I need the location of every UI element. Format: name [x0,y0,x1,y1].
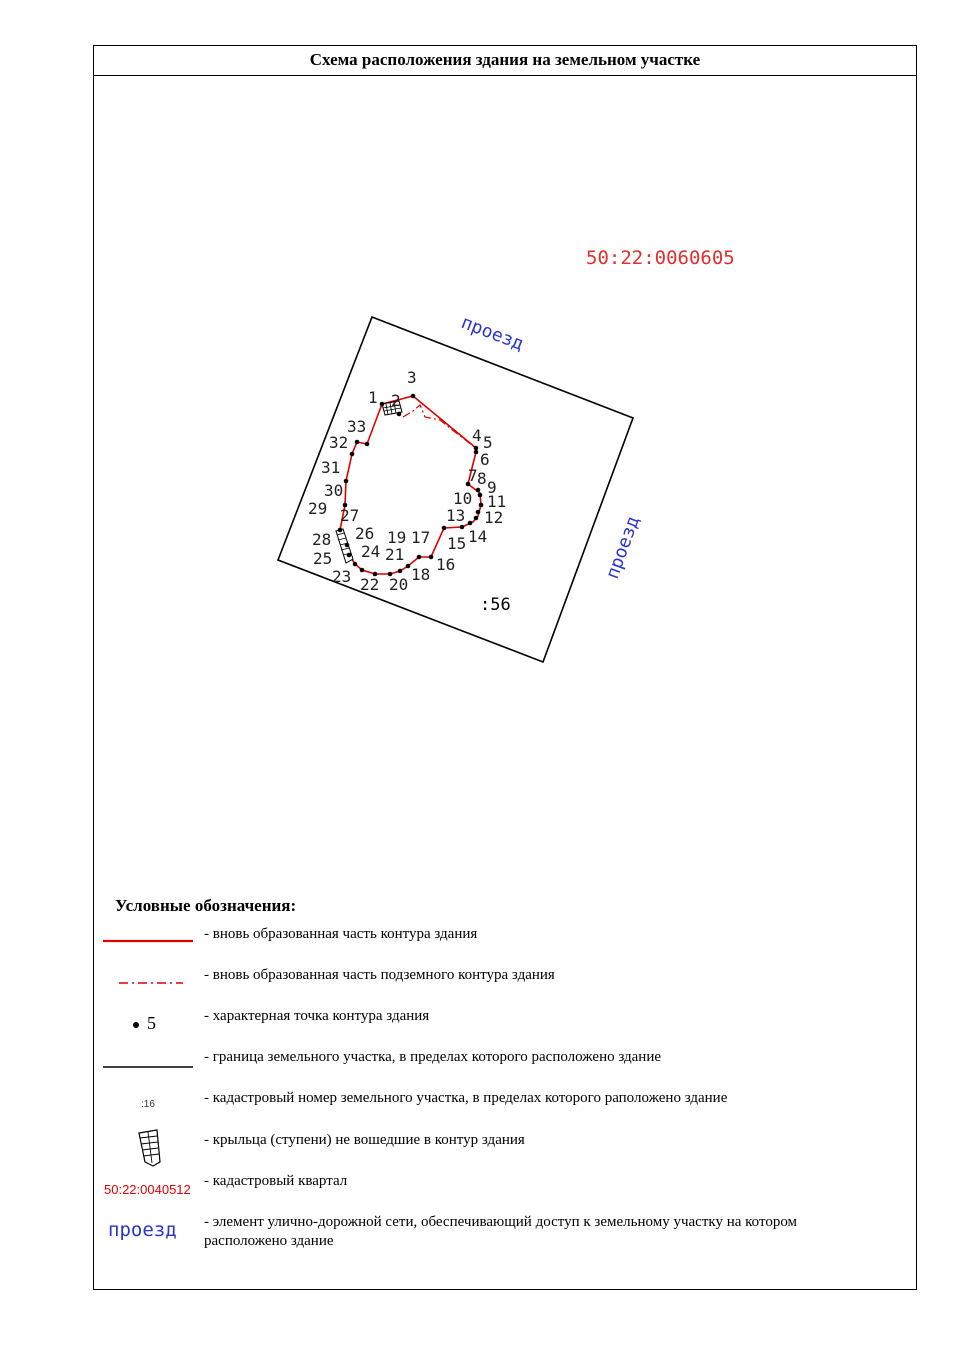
point-label: 26 [355,524,375,543]
contour-point [345,543,350,548]
legend-item-underground: - вновь образованная часть подземного контура здания [204,967,555,983]
point-label: 19 [387,528,407,547]
contour-point [360,568,365,573]
legend-item-parcel-number: - кадастровый номер земельного участка, в пределах которого раположено здание [204,1090,728,1106]
page-title: Схема расположения здания на земельном участке [94,46,916,76]
point-label: 24 [361,542,381,561]
legend-item-block: - кадастровый квартал [204,1173,348,1189]
underground-contour [403,405,476,448]
point-label: 31 [321,458,341,477]
contour-point [429,555,434,560]
point-label: 22 [360,575,380,594]
point-label: 8 [477,469,487,488]
contour-point [347,553,352,558]
contour-point [411,394,416,399]
point-label: 11 [487,492,507,511]
contour-point [460,525,465,530]
point-labels [308,368,506,594]
legend-symbol-point [133,1022,139,1028]
point-label: 27 [340,506,360,525]
porch-bottom [336,529,353,563]
point-label: 25 [313,549,333,568]
point-label: 17 [411,528,431,547]
contour-point [468,521,473,526]
point-label: 30 [324,481,344,500]
contour-point [397,412,402,417]
point-label: 23 [332,567,352,586]
point-label: 21 [385,545,405,564]
contour-point [417,555,422,560]
contour-point [406,564,411,569]
point-label: 9 [487,478,497,497]
legend-item-porch: - крыльца (ступени) не вошедшие в контур здания [204,1132,525,1148]
road-label-top: проезд [458,312,527,355]
point-label: 1 [368,388,378,407]
legend-point-number: 5 [147,1013,156,1033]
block-number: 50:22:0060605 [586,247,735,269]
point-label: 15 [447,534,467,553]
legend-parcel-symbol: :16 [141,1099,155,1110]
contour-point [476,510,481,515]
legend-road-symbol: проезд [108,1219,177,1241]
legend-block-symbol: 50:22:0040512 [104,1182,191,1197]
contour-point [338,528,343,533]
legend-item-contour: - вновь образованная часть контура здания [204,926,478,942]
contour-point [474,446,479,451]
contour-point [479,503,484,508]
point-label: 10 [453,489,473,508]
contour-point [442,526,447,531]
point-label: 29 [308,499,328,518]
contour-point [350,452,355,457]
point-label: 33 [347,417,367,436]
point-label: 32 [329,433,349,452]
contour-point [355,440,360,445]
contour-point [380,402,385,407]
parcel-number: :56 [480,595,511,615]
point-label: 20 [389,575,409,594]
contour-point [474,516,479,521]
point-label: 14 [468,527,488,546]
contour-point [353,562,358,567]
legend-item-point: - характерная точка контура здания [204,1008,430,1024]
point-label: 6 [480,450,490,469]
contour-point [478,493,483,498]
contour-point [476,488,481,493]
point-label: 5 [483,433,493,452]
legend-item-road: - элемент улично-дорожной сети, обеспечивающий доступ к земельному участку на котором расположено здание [204,1214,798,1249]
point-label: 13 [446,506,466,525]
point-label: 18 [411,565,431,584]
contour-point [474,450,479,455]
legend-item-boundary: - граница земельного участка, в пределах которого расположено здание [204,1049,662,1065]
point-label: 28 [312,530,332,549]
point-label: 12 [484,508,504,527]
contour-point [344,479,349,484]
contour-point [365,442,370,447]
legend-title: Условные обозначения: [115,896,297,915]
point-label: 16 [436,555,456,574]
legend-symbol-porch [139,1130,160,1166]
point-label: 4 [472,426,482,445]
contour-point [398,569,403,574]
point-label: 2 [391,391,401,410]
road-label-right: проезд [601,513,644,582]
point-label: 3 [407,368,417,387]
point-label: 7 [468,466,478,485]
